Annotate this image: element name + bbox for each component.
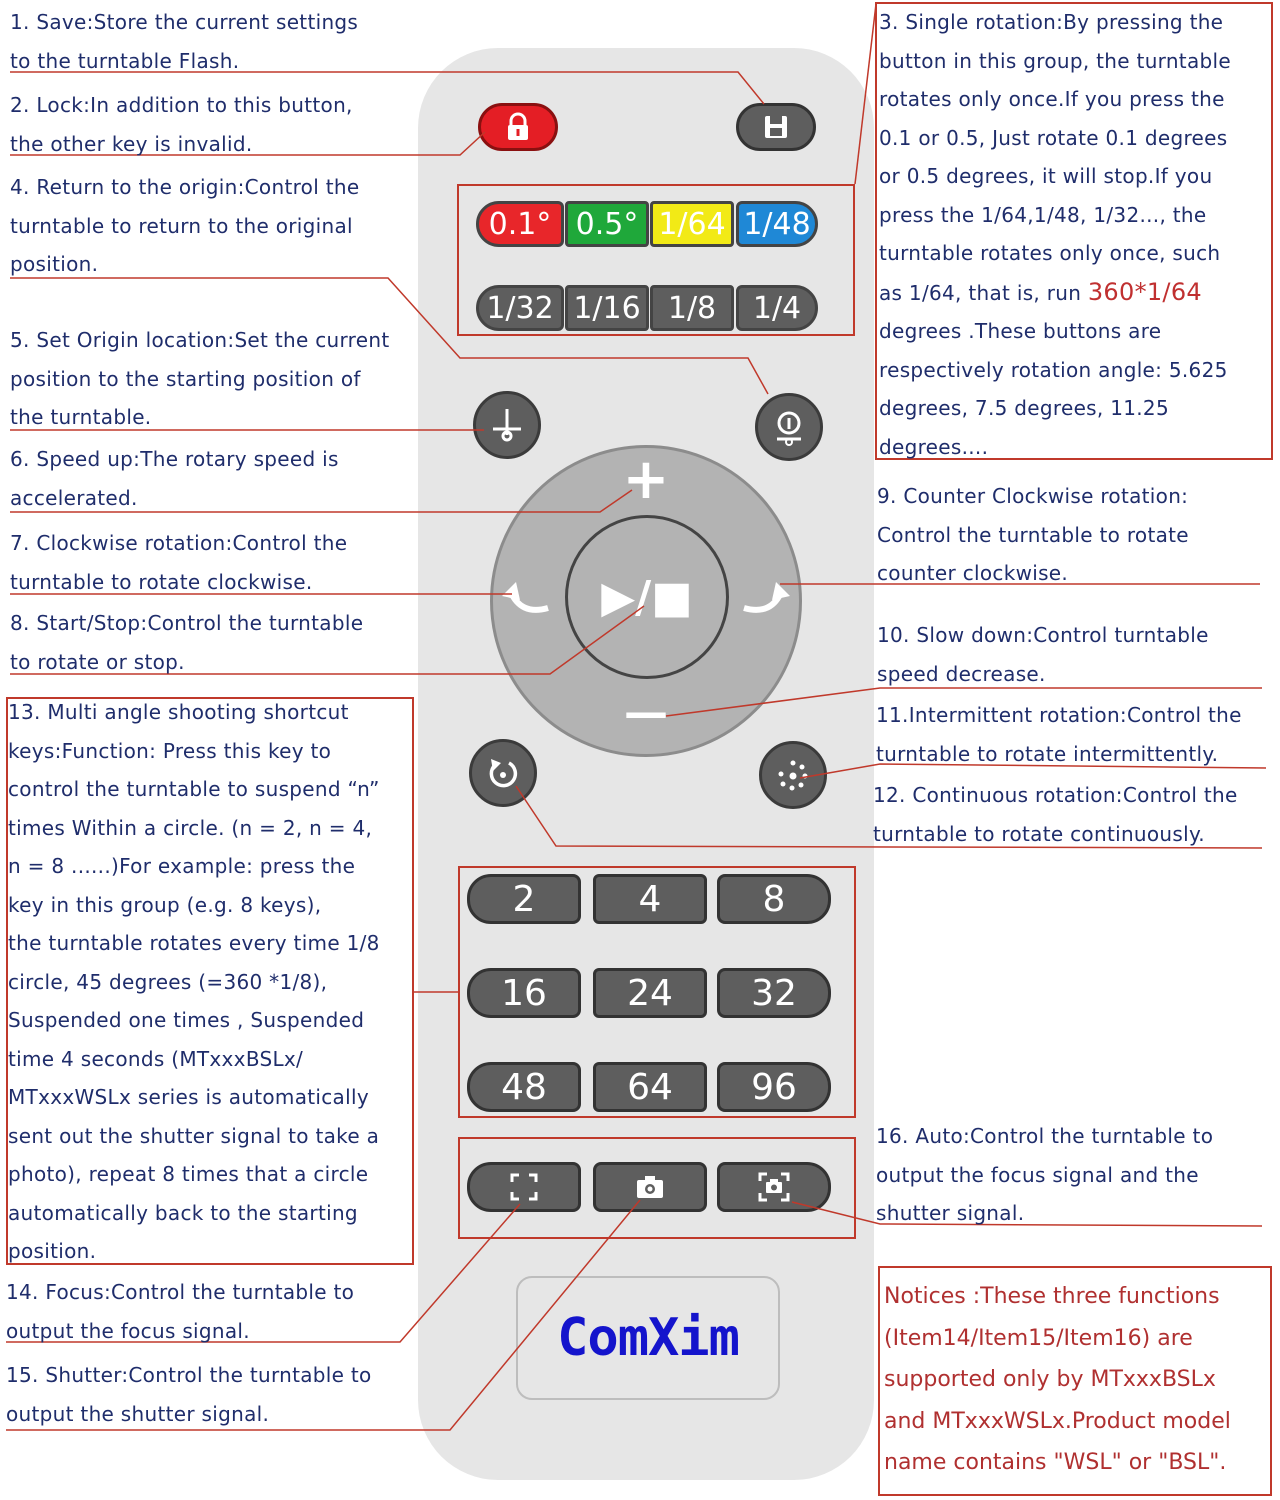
callout-c13-line: automatically back to the starting [8, 1200, 358, 1225]
callout-c13-line: Suspended one times , Suspended [8, 1008, 365, 1032]
callout-c14-line: 14. Focus:Control the turntable to [6, 1280, 355, 1304]
callout-c9-line: 9. Counter Clockwise rotation: [877, 484, 1189, 508]
callout-counter-clockwise [877, 477, 1189, 593]
callout-c4-line: turntable to return to the original [10, 213, 353, 238]
callout-c3-line: or 0.5 degrees, it will stop.If you [879, 164, 1213, 188]
notice-line: and MTxxxWSLx.Product model [884, 1408, 1231, 1434]
multi-key-96[interactable]: 96 [717, 1062, 831, 1112]
callout-slow-down [877, 616, 1209, 693]
callout-save [10, 3, 358, 80]
angle-button-6[interactable]: 1/16 [565, 285, 649, 331]
callout-c13-line: n = 8 ......)For example: press the [8, 854, 356, 878]
callout-c13-line: MTxxxWSLx series is automatically [8, 1085, 369, 1109]
callout-c8-line: to rotate or stop. [10, 649, 185, 674]
callout-c3-rest-line: respectively rotation angle: 5.625 [879, 357, 1228, 382]
callout-c5-line: 5. Set Origin location:Set the current [10, 328, 390, 352]
run-text: as 1/64, that is, run [879, 281, 1088, 305]
multi-key-48[interactable]: 48 [467, 1062, 581, 1112]
angle-button-3[interactable]: 1/64 [650, 201, 734, 247]
callout-c3-line: 3. Single rotation:By pressing the [879, 10, 1224, 34]
angle-button-4[interactable]: 1/48 [736, 201, 818, 247]
multi-key-64[interactable]: 64 [593, 1062, 707, 1112]
callout-multi-angle [8, 693, 380, 1271]
callout-c4-line: position. [10, 252, 99, 276]
callout-lock [10, 86, 353, 163]
notice-line: name contains "WSL" or "BSL". [884, 1450, 1227, 1475]
callout-auto [876, 1117, 1213, 1233]
callout-return-origin [10, 168, 359, 284]
notice-line: supported only by MTxxxBSLx [884, 1367, 1216, 1392]
callout-c13-line: keys:Function: Press this key to [8, 738, 332, 763]
callout-c1-line: 1. Save:Store the current settings [10, 10, 359, 34]
callout-c16-line: shutter signal. [876, 1201, 1025, 1225]
multi-key-2[interactable]: 2 [467, 874, 581, 924]
notice-box [878, 1266, 1272, 1496]
callout-c3-line: button in this group, the turntable [879, 48, 1231, 73]
callout-c9-line: Control the turntable to rotate [877, 522, 1189, 547]
multi-key-16[interactable]: 16 [467, 968, 581, 1018]
callout-c13-line: times Within a circle. (n = 2, n = 4, [8, 815, 373, 840]
callout-c12-line: turntable to rotate continuously. [873, 821, 1205, 846]
angle-button-2[interactable]: 0.5° [565, 201, 649, 247]
angle-button-5[interactable]: 1/32 [476, 285, 564, 331]
brand-logo: ComXim [557, 1308, 739, 1368]
callout-c14-line: output the focus signal. [6, 1318, 250, 1343]
multi-key-8[interactable]: 8 [717, 874, 831, 924]
callout-c13-line: circle, 45 degrees (=360 *1/8), [8, 969, 328, 994]
callout-focus [6, 1273, 354, 1350]
callout-c7-line: turntable to rotate clockwise. [10, 569, 313, 594]
callout-c13-line: photo), repeat 8 times that a circle [8, 1162, 369, 1186]
callout-start-stop [10, 604, 363, 681]
callout-c7-line: 7. Clockwise rotation:Control the [10, 531, 348, 555]
run-formula: 360*1/64 [1087, 278, 1202, 306]
callout-c13-line: key in this group (e.g. 8 keys), [8, 892, 322, 917]
callout-speed-up [10, 440, 339, 517]
callout-c16-line: output the focus signal and the [876, 1162, 1199, 1187]
callout-set-origin [10, 321, 389, 437]
callout-c13-line: 13. Multi angle shooting shortcut [8, 700, 349, 724]
angle-button-7[interactable]: 1/8 [650, 285, 734, 331]
callout-c13-line: position. [8, 1239, 97, 1263]
callout-c3-rest-line: degrees.... [879, 434, 989, 459]
speed-up-button[interactable]: + [622, 447, 670, 512]
callout-c5-line: position to the starting position of [10, 366, 361, 391]
callout-c3-line: turntable rotates only once, such [879, 241, 1221, 265]
callout-single-rotation [879, 3, 1231, 273]
callout-c13-line: the turntable rotates every time 1/8 [8, 931, 380, 955]
callout-c11-line: turntable to rotate intermittently. [876, 741, 1219, 766]
callout-c6-line: 6. Speed up:The rotary speed is [10, 447, 339, 471]
callout-c12-line: 12. Continuous rotation:Control the [873, 783, 1238, 807]
callout-c3-line: press the 1/64,1/48, 1/32..., the [879, 202, 1207, 227]
callout-c10-line: speed decrease. [877, 661, 1046, 686]
callout-c15-line: 15. Shutter:Control the turntable to [6, 1363, 372, 1387]
callout-c13-line: control the turntable to suspend “n” [8, 777, 380, 801]
callout-c16-line: 16. Auto:Control the turntable to [876, 1124, 1214, 1148]
multi-key-24[interactable]: 24 [593, 968, 707, 1018]
callout-c1-line: to the turntable Flash. [10, 48, 240, 73]
callout-intermittent [876, 696, 1242, 773]
callout-c15-line: output the shutter signal. [6, 1401, 270, 1426]
callout-single-rotation-run [879, 273, 1202, 312]
callout-c3-rest-line: degrees .These buttons are [879, 319, 1162, 343]
angle-button-8[interactable]: 1/4 [736, 285, 818, 331]
callout-c2-line: 2. Lock:In addition to this button, [10, 93, 353, 117]
callout-c13-line: sent out the shutter signal to take a [8, 1123, 380, 1148]
callout-continuous [873, 776, 1238, 853]
multi-key-32[interactable]: 32 [717, 968, 831, 1018]
callout-c11-line: 11.Intermittent rotation:Control the [876, 703, 1242, 727]
angle-button-1[interactable]: 0.1° [476, 201, 564, 247]
callout-c3-line: rotates only once.If you press the [879, 87, 1225, 111]
callout-c10-line: 10. Slow down:Control turntable [877, 623, 1209, 647]
callout-single-rotation-rest [879, 312, 1228, 466]
notice-line: (Item14/Item15/Item16) are [884, 1325, 1193, 1351]
callout-shutter [6, 1356, 372, 1433]
callout-c9-line: counter clockwise. [877, 561, 1069, 585]
callout-c3-rest-line: degrees, 7.5 degrees, 11.25 [879, 396, 1169, 420]
callout-c3-line: 0.1 or 0.5, Just rotate 0.1 degrees [879, 125, 1228, 150]
callout-clockwise [10, 524, 347, 601]
play-stop-icon: ▶/■ [601, 571, 693, 623]
callout-c5-line: the turntable. [10, 405, 152, 429]
callout-c8-line: 8. Start/Stop:Control the turntable [10, 611, 364, 635]
callout-c13-line: time 4 seconds (MTxxxBSLx/ [8, 1046, 304, 1071]
slow-down-button[interactable]: — [624, 687, 668, 738]
notice-line: Notices :These three functions [884, 1284, 1220, 1309]
callout-c2-line: the other key is invalid. [10, 131, 253, 156]
multi-key-4[interactable]: 4 [593, 874, 707, 924]
callout-c6-line: accelerated. [10, 485, 138, 510]
callout-c4-line: 4. Return to the origin:Control the [10, 175, 360, 199]
